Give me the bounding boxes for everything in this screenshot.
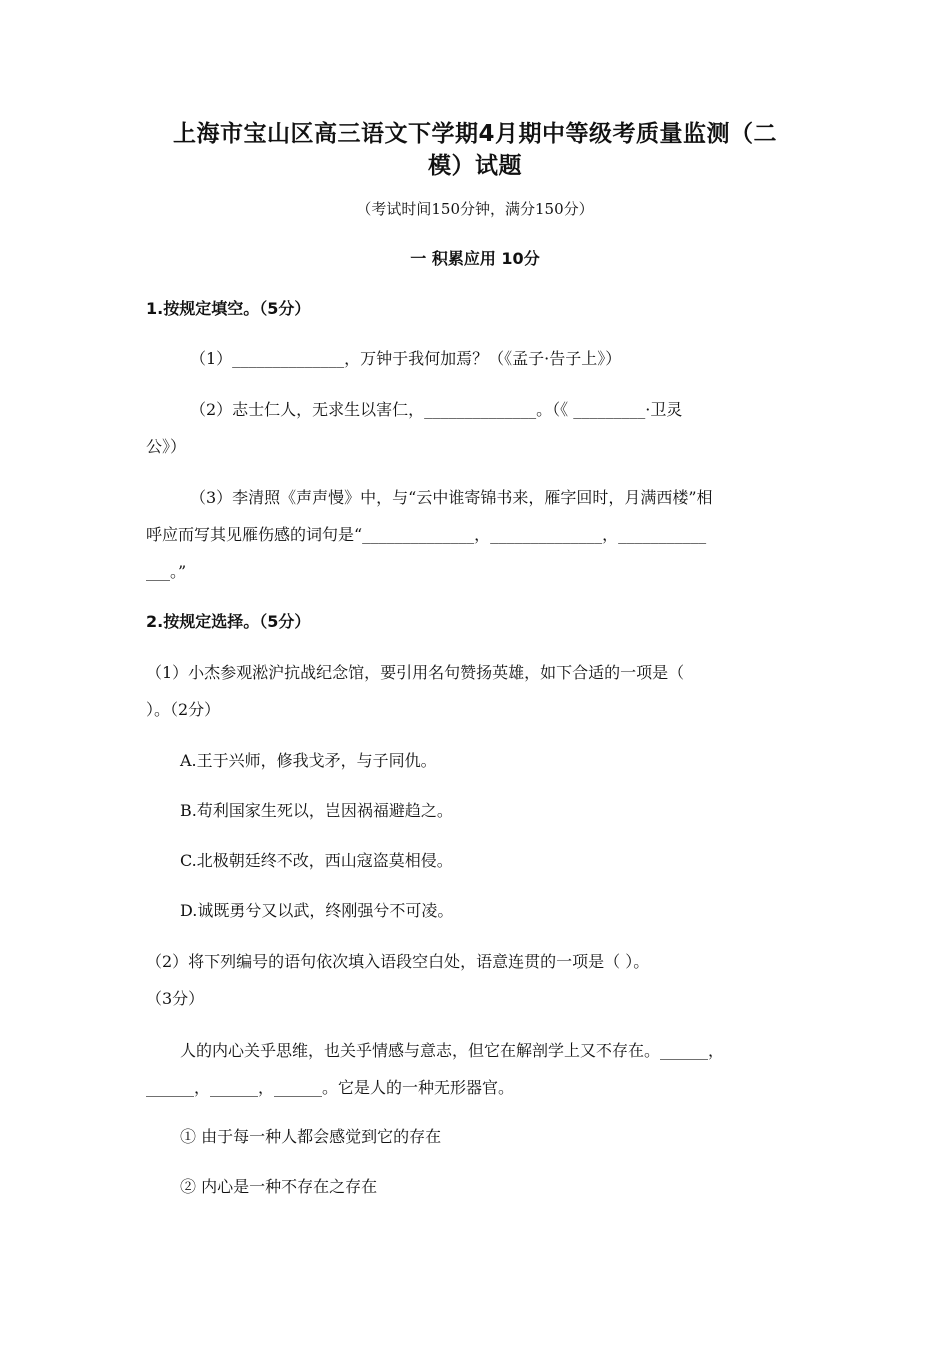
q2-part-2: （2）将下列编号的语句依次填入语段空白处，语意连贯的一项是（ ）。 (146, 952, 650, 971)
q2-part-1: （1）小杰参观淞沪抗战纪念馆，要引用名句赞扬英雄，如下合适的一项是（ (146, 663, 685, 682)
q2-part-1-cont: ）。（2分） (146, 700, 221, 719)
passage-line-1: 人的内心关乎思维，也关乎情感与意志，但它在解剖学上又不存在。______， (180, 1041, 725, 1060)
q2-part-2-cont: （3分） (146, 989, 205, 1008)
q1-item-2-cont: 公》） (146, 437, 187, 456)
q1-item-3-end: ___。” (146, 562, 187, 581)
numbered-item-2: ② 内心是一种不存在之存在 (180, 1177, 378, 1196)
option-b: B.苟利国家生死以，岂因祸福避趋之。 (180, 801, 453, 820)
exam-info: （考试时间150分钟，满分150分） (356, 200, 594, 218)
page-title (140, 118, 810, 182)
passage-line-2: ______，______，______。它是人的一种无形器官。 (146, 1078, 515, 1097)
title-line-1: 上海市宝山区高三语文下学期4月期中等级考质量监测（二 (172, 121, 777, 147)
question-2-heading: 2.按规定选择。（5分） (146, 612, 311, 631)
section-heading: 一 积累应用 10分 (410, 249, 540, 268)
option-d: D.诚既勇兮又以武，终刚强兮不可凌。 (180, 901, 454, 920)
option-c: C.北极朝廷终不改，西山寇盗莫相侵。 (180, 851, 453, 870)
numbered-item-1: ① 由于每一种人都会感觉到它的存在 (180, 1127, 442, 1146)
q1-item-3: （3）李清照《声声慢》中，与“云中谁寄锦书来，雁字回时，月满西楼”相 (190, 488, 713, 507)
option-a: A.王于兴师，修我戈矛，与子同仇。 (180, 751, 437, 770)
question-1-heading: 1.按规定填空。（5分） (146, 299, 311, 318)
q1-item-2: （2）志士仁人，无求生以害仁，______________。（《 _________·卫灵 (190, 400, 683, 419)
q1-item-1: （1）______________，万钟于我何加焉？（《孟子·告子上》） (190, 349, 622, 368)
q1-item-3-cont: 呼应而写其见雁伤感的词句是“______________，______________，___________ (146, 525, 707, 544)
title-line-2: 模）试题 (428, 153, 522, 179)
